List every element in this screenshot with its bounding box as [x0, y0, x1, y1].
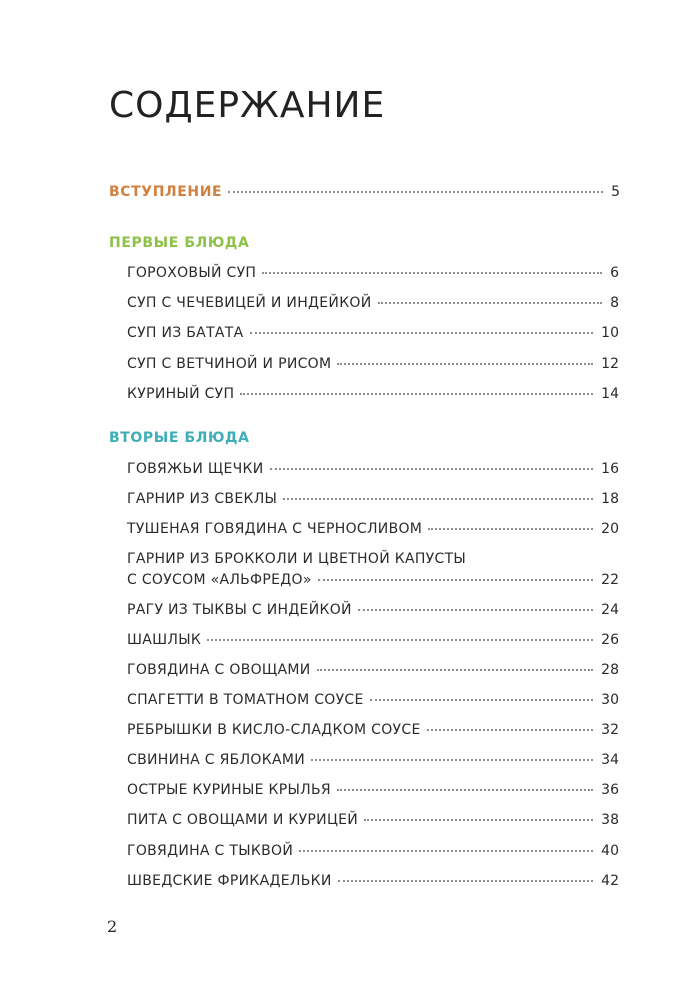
toc-entry[interactable] — [127, 782, 619, 798]
toc-entry-label: ШАШЛЫК — [127, 632, 202, 648]
toc-entry-page: 32 — [601, 722, 619, 738]
toc-entry-label: СВИНИНА С ЯБЛОКАМИ — [127, 752, 305, 768]
dot-leader — [428, 528, 593, 530]
page-title: СОДЕРЖАНИЕ — [109, 85, 386, 126]
toc-entry[interactable] — [127, 265, 619, 281]
toc-entry[interactable] — [127, 873, 619, 889]
toc-entry-label: РАГУ ИЗ ТЫКВЫ С ИНДЕЙКОЙ — [127, 602, 352, 618]
toc-entry-label: ГОВЯДИНА С ТЫКВОЙ — [127, 843, 294, 859]
page-number: 2 — [107, 917, 118, 936]
dot-leader — [240, 393, 593, 395]
dot-leader — [427, 729, 594, 731]
dot-leader — [262, 272, 602, 274]
toc-entry-label: ГОВЯДИНА С ОВОЩАМИ — [127, 662, 311, 678]
dot-leader — [250, 332, 594, 334]
toc-entry[interactable] — [127, 662, 619, 678]
toc-entry-label: СПАГЕТТИ В ТОМАТНОМ СОУСЕ — [127, 692, 364, 708]
dot-leader — [283, 498, 593, 500]
toc-entry[interactable] — [127, 491, 619, 507]
dot-leader — [207, 639, 593, 641]
toc-entry-page: 42 — [601, 873, 619, 889]
toc-entry-page: 22 — [601, 572, 619, 588]
toc-entry-page: 10 — [601, 325, 619, 341]
toc-entry[interactable] — [127, 752, 619, 768]
dot-leader — [358, 609, 593, 611]
toc-entry-page: 26 — [601, 632, 619, 648]
dot-leader — [337, 363, 593, 365]
toc-entry-label: ГОВЯЖЬИ ЩЕЧКИ — [127, 461, 264, 477]
toc-entry-page: 6 — [610, 265, 619, 281]
toc-entry-label: ШВЕДСКИЕ ФРИКАДЕЛЬКИ — [127, 873, 332, 889]
dot-leader — [378, 302, 603, 304]
toc-entry-page: 20 — [601, 521, 619, 537]
toc-entry-label: ПИТА С ОВОЩАМИ И КУРИЦЕЙ — [127, 812, 359, 828]
toc-entry[interactable] — [127, 843, 619, 859]
section-heading-first-courses: ПЕРВЫЕ БЛЮДА — [109, 235, 250, 251]
toc-entry[interactable] — [127, 325, 619, 341]
toc-entry-label: СУП С ЧЕЧЕВИЦЕЙ И ИНДЕЙКОЙ — [127, 295, 372, 311]
toc-entry-page: 36 — [601, 782, 619, 798]
toc-entry-label: РЕБРЫШКИ В КИСЛО-СЛАДКОМ СОУСЕ — [127, 722, 421, 738]
toc-entry-page: 40 — [601, 843, 619, 859]
toc-entry-page: 38 — [601, 812, 619, 828]
toc-entry-page: 14 — [601, 386, 619, 402]
toc-entry-page: 28 — [601, 662, 619, 678]
toc-entry[interactable] — [127, 632, 619, 648]
toc-entry-label: КУРИНЫЙ СУП — [127, 386, 235, 402]
dot-leader — [364, 819, 593, 821]
toc-entry[interactable] — [127, 602, 619, 618]
toc-entry[interactable] — [127, 812, 619, 828]
toc-entry-label: ТУШЕНАЯ ГОВЯДИНА С ЧЕРНОСЛИВОМ — [127, 521, 423, 537]
toc-entry-page: 8 — [610, 295, 619, 311]
dot-leader — [317, 669, 594, 671]
toc-entry-page: 16 — [601, 461, 619, 477]
toc-entry-page: 5 — [611, 184, 620, 200]
toc-entry[interactable] — [127, 722, 619, 738]
toc-entry-label: ВСТУПЛЕНИЕ — [109, 184, 223, 200]
dot-leader — [299, 850, 593, 852]
toc-entry[interactable] — [127, 461, 619, 477]
dot-leader — [337, 789, 593, 791]
dot-leader — [311, 759, 593, 761]
toc-entry-label: СУП С ВЕТЧИНОЙ И РИСОМ — [127, 356, 332, 372]
dot-leader — [338, 880, 594, 882]
section-heading-second-courses: ВТОРЫЕ БЛЮДА — [109, 430, 250, 446]
toc-entry-label: СУП ИЗ БАТАТА — [127, 325, 244, 341]
toc-entry-intro[interactable] — [109, 184, 620, 200]
toc-entry-page: 12 — [601, 356, 619, 372]
toc-entry-label: ГОРОХОВЫЙ СУП — [127, 265, 257, 281]
toc-entry-page: 34 — [601, 752, 619, 768]
toc-entry[interactable] — [127, 295, 619, 311]
toc-entry-label-line1: ГАРНИР ИЗ БРОККОЛИ И ЦВЕТНОЙ КАПУСТЫ — [127, 551, 467, 567]
dot-leader — [228, 191, 603, 193]
toc-entry[interactable] — [127, 521, 619, 537]
dot-leader — [318, 579, 593, 581]
dot-leader — [270, 468, 594, 470]
toc-entry-page: 18 — [601, 491, 619, 507]
toc-entry[interactable] — [127, 572, 619, 588]
toc-entry-label: С СОУСОМ «АЛЬФРЕДО» — [127, 572, 312, 588]
toc-entry-page: 30 — [601, 692, 619, 708]
toc-entry-page: 24 — [601, 602, 619, 618]
toc-entry[interactable] — [127, 386, 619, 402]
toc-entry[interactable] — [127, 692, 619, 708]
toc-entry-label: ГАРНИР ИЗ СВЕКЛЫ — [127, 491, 278, 507]
toc-entry-label: ОСТРЫЕ КУРИНЫЕ КРЫЛЬЯ — [127, 782, 331, 798]
dot-leader — [370, 699, 594, 701]
toc-entry[interactable] — [127, 356, 619, 372]
